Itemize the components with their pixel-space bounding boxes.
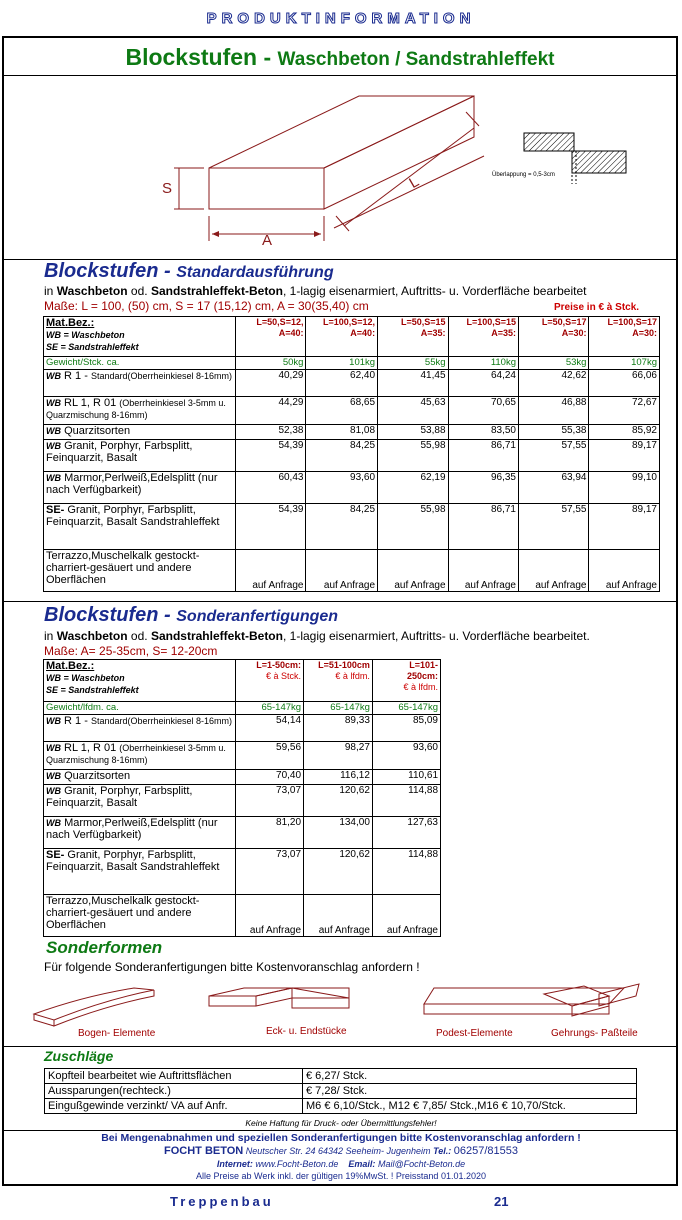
sonderform-label: Gehrungs- Paßteile	[551, 1028, 638, 1039]
standard-title: Blockstufen - Standardausführung	[44, 260, 334, 282]
sonder-description: in Waschbeton od. Sandstrahleffekt-Beton, 1-lagig eisenarmiert, Auftritts- u. Vorderfläche bearbeitet.	[44, 629, 590, 643]
mengen-note: Bei Mengenabnahmen und speziellen Sonderanfertigungen bitte Kostenvoranschlag anfordern !	[101, 1132, 581, 1144]
dimension-a: A	[262, 232, 273, 249]
sonderform-label: Podest-Elemente	[436, 1028, 513, 1039]
zuschlaege-table	[44, 1068, 637, 1114]
table-row: WB RL 1, R 01 (Oberrheinkiesel 3-5mm u. Quarzmischung 8-16mm) 44,29 68,65 45,63 70,65 46,88 72,67	[44, 397, 660, 425]
table-row: WB Marmor,Perlweiß,Edelsplitt (nur nach Verfügbarkeit) 81,20 134,00 127,63	[44, 817, 441, 849]
weight-row: Gewicht/lfdm. ca. 65-147kg 65-147kg 65-147kg	[44, 702, 441, 715]
sonderformen-description: Für folgende Sonderanfertigungen bitte Kostenvoranschlag anfordern !	[44, 960, 420, 974]
page-header: PRODUKTINFORMATION	[206, 10, 476, 27]
page-title	[4, 38, 676, 76]
sonderform-label: Eck- u. Endstücke	[266, 1026, 347, 1037]
title-sub: Waschbeton / Sandstrahleffekt	[277, 49, 555, 70]
mat-bez-header: Mat.Bez.: WB = Waschbeton SE = Sandstrahleffekt	[44, 317, 236, 357]
blockstufe-drawing	[4, 76, 676, 260]
col-header: L=100,S=17 A=30:	[589, 317, 660, 357]
table-header-row	[44, 317, 660, 357]
sonder-title: Blockstufen - Sonderanfertigungen	[44, 604, 339, 626]
table-row: Eingußgewinde verzinkt/ VA auf Anfr. M6 € 6,10/Stck., M12 € 7,85/ Stck.,M16 € 10,70/Stck.	[45, 1099, 637, 1114]
table-row: WB Quarzitsorten 52,38 81,08 53,88 83,50 55,38 85,92	[44, 425, 660, 440]
page-number: 21	[494, 1194, 509, 1209]
table-row: WB Granit, Porphyr, Farbsplitt, Feinquarzit, Basalt 54,39 84,25 55,98 86,71 57,55 89,17	[44, 440, 660, 472]
standard-masse: Maße: L = 100, (50) cm, S = 17 (15,12) cm, A = 30(35,40) cm	[44, 299, 369, 313]
table-row: WB R 1 - Standard(Oberrheinkiesel 8-16mm) 54,14 89,33 85,09	[44, 715, 441, 742]
product-sheet	[2, 36, 678, 1186]
table-row: Aussparungen(rechteck.) € 7,28/ Stck.	[45, 1084, 637, 1099]
sonder-masse: Maße: A= 25-35cm, S= 12-20cm	[44, 644, 218, 658]
table-row: SE- Granit, Porphyr, Farbsplitt, Feinquarzit, Basalt Sandstrahleffekt 54,39 84,25 55,98 86,71 57,55 89,17	[44, 504, 660, 550]
dimension-l: L	[406, 173, 423, 192]
overlap-label: Überlappung = 0,5-3cm	[492, 172, 555, 178]
col-header: L=1-50cm: € à Stck.	[236, 660, 304, 702]
table-row: WB R 1 - Standard(Oberrheinkiesel 8-16mm) 40,29 62,40 41,45 64,24 42,62 66,06	[44, 370, 660, 397]
table-row: Kopfteil bearbeitet wie Auftrittsflächen € 6,27/ Stck.	[45, 1069, 637, 1084]
sonderform-label: Bogen- Elemente	[78, 1028, 156, 1039]
title-main: Blockstufen -	[125, 44, 278, 70]
zuschlaege-title: Zuschläge	[44, 1048, 114, 1064]
sonderformen-drawings	[24, 976, 664, 1028]
technical-drawing	[4, 76, 676, 260]
table-row: WB Granit, Porphyr, Farbsplitt, Feinquarzit, Basalt 73,07 120,62 114,88	[44, 785, 441, 817]
table-row: Terrazzo,Muschelkalk gestockt-charriert-gesäuert und andere Oberflächen auf Anfrage auf Anfrage auf Anfrage auf Anfrage auf Anfrage auf Anfrage	[44, 550, 660, 592]
sonder-price-table	[43, 659, 441, 937]
contact-line: Internet: www.Focht-Beton.de Email: Mail@Focht-Beton.de	[216, 1159, 466, 1169]
table-row: WB Quarzitsorten 70,40 116,12 110,61	[44, 770, 441, 785]
table-row: Terrazzo,Muschelkalk gestockt-charriert-gesäuert und andere Oberflächen auf Anfrage auf Anfrage auf Anfrage	[44, 895, 441, 937]
col-header: L=100,S=12, A=40:	[306, 317, 378, 357]
table-row: WB Marmor,Perlweiß,Edelsplitt (nur nach Verfügbarkeit) 60,43 93,60 62,19 96,35 63,94 99,10	[44, 472, 660, 504]
standard-preise: Preise in € à Stck.	[554, 302, 640, 313]
col-header: L=100,S=15 A=35:	[448, 317, 518, 357]
standard-price-table	[43, 316, 660, 592]
weight-row: Gewicht/Stck. ca. 50kg 101kg 55kg 110kg 53kg 107kg	[44, 357, 660, 370]
table-header-row	[44, 660, 441, 702]
haftung-note: Keine Haftung für Druck- oder Übermittlungsfehler!	[245, 1118, 437, 1128]
col-header: L=50,S=12, A=40:	[236, 317, 306, 357]
table-row: WB RL 1, R 01 (Oberrheinkiesel 3-5mm u. Quarzmischung 8-16mm) 59,56 98,27 93,60	[44, 742, 441, 770]
sonderformen-title: Sonderformen	[46, 938, 163, 957]
col-header: L=50,S=17 A=30:	[519, 317, 589, 357]
section-name: Treppenbau	[170, 1194, 274, 1209]
col-header: L=51-100cm € à lfdm.	[304, 660, 373, 702]
company-address: FOCHT BETON Neutscher Str. 24 64342 Seeheim- Jugenheim Tel.: 06257/81553	[164, 1145, 518, 1157]
table-row: SE- Granit, Porphyr, Farbsplitt, Feinquarzit, Basalt Sandstrahleffekt 73,07 120,62 114,88	[44, 849, 441, 895]
standard-description: in Waschbeton od. Sandstrahleffekt-Beton, 1-lagig eisenarmiert, Auftritts- u. Vorderfläche bearbeitet	[44, 284, 587, 298]
price-note: Alle Preise ab Werk inkl. der gültigen 19%MwSt. ! Preisstand 01.01.2020	[196, 1171, 486, 1181]
mat-bez-header: Mat.Bez.: WB = Waschbeton SE = Sandstrahleffekt	[44, 660, 236, 702]
col-header: L=50,S=15 A=35:	[378, 317, 448, 357]
dimension-s: S	[162, 180, 173, 197]
col-header: L=101- 250cm: € à lfdm.	[372, 660, 440, 702]
